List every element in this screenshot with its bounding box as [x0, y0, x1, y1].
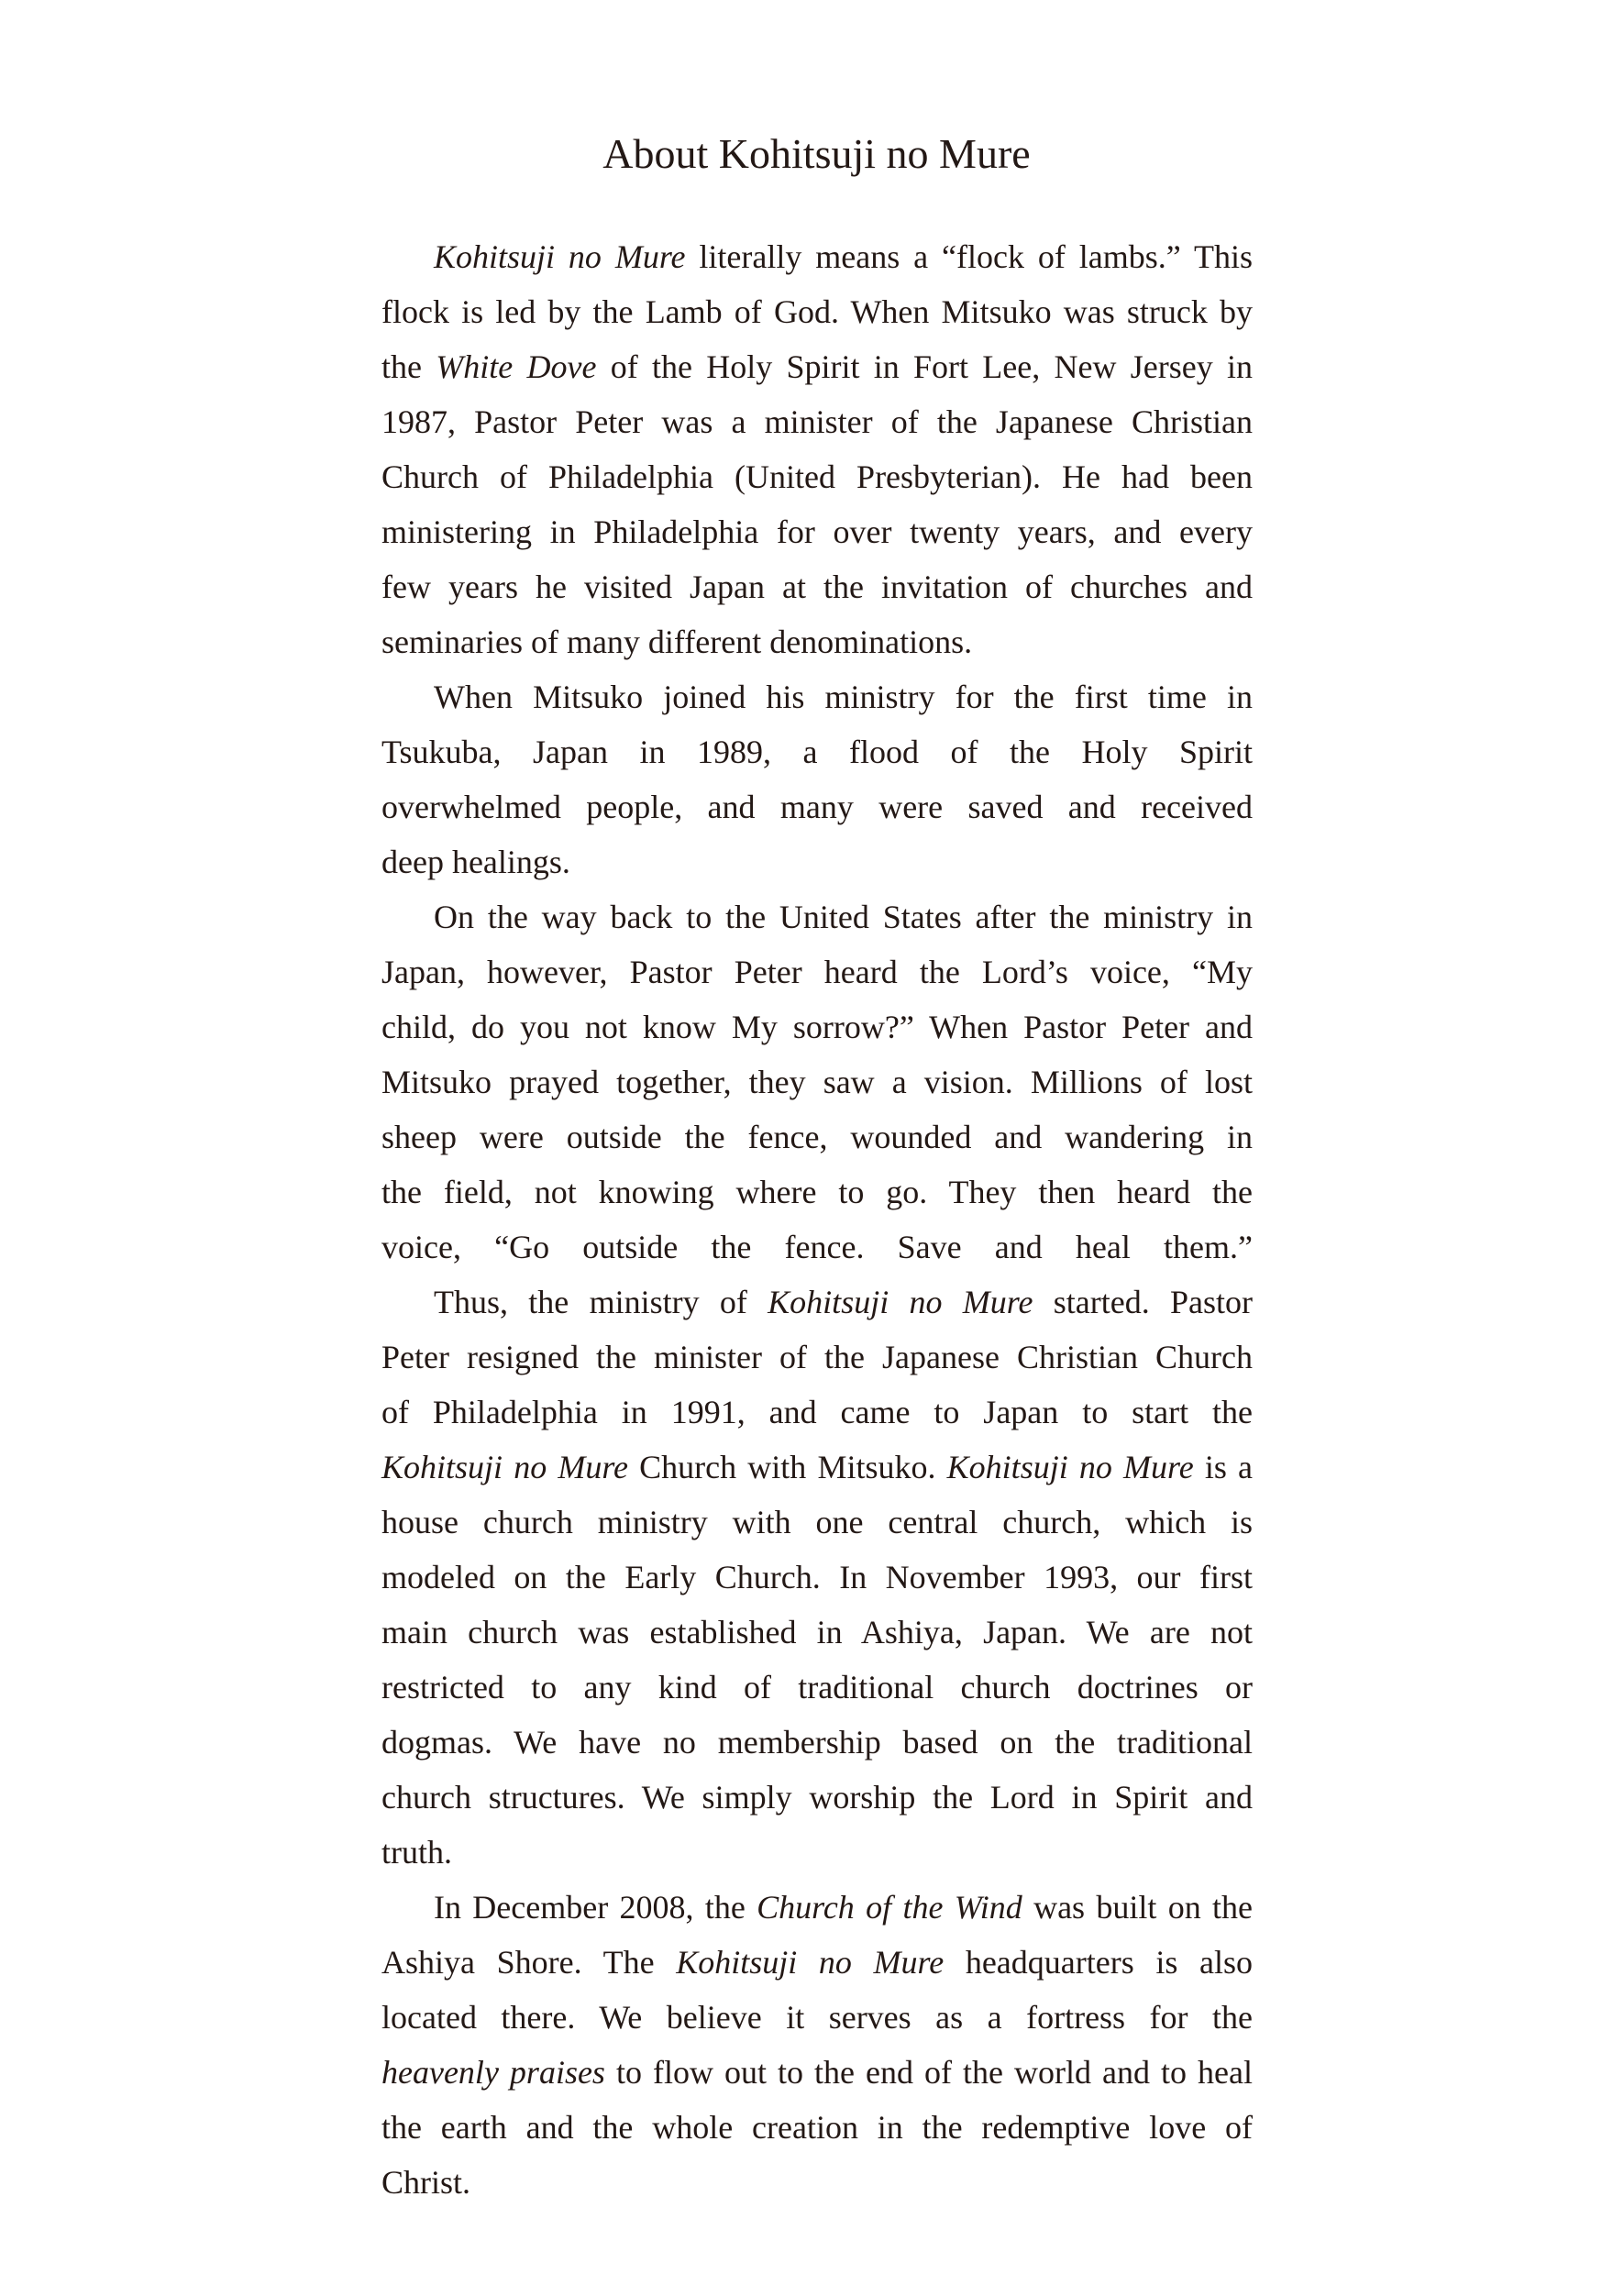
text-line	[381, 889, 1253, 944]
text-run: headquarters is also	[944, 1944, 1253, 1981]
text-run: sheep were outside the fence, wounded and wandering in	[381, 1119, 1253, 1155]
text-line	[381, 394, 1253, 449]
text-run: On the way back to the United States after the ministry in	[434, 899, 1253, 935]
text-run: modeled on the Early Church. In November 1993, our first	[381, 1559, 1253, 1595]
text-line	[381, 944, 1253, 999]
text-run: seminaries of many different denominations.	[381, 624, 973, 660]
italic-text: Kohitsuji no Mure	[434, 238, 686, 275]
text-run: Tsukuba, Japan in 1989, a flood of the Holy Spirit	[381, 734, 1253, 770]
text-line	[381, 229, 1253, 284]
text-run: Mitsuko prayed together, they saw a vision. Millions of lost	[381, 1064, 1253, 1100]
text-line	[381, 1550, 1253, 1605]
text-line	[381, 724, 1253, 779]
text-line	[381, 1770, 1253, 1825]
text-run: truth.	[381, 1834, 452, 1871]
text-line	[381, 1220, 1253, 1275]
italic-text: White Dove	[436, 348, 597, 385]
text-run: dogmas. We have no membership based on the traditional	[381, 1724, 1253, 1761]
text-line	[381, 1605, 1253, 1660]
text-line	[381, 504, 1253, 559]
text-run: Church with Mitsuko.	[628, 1449, 947, 1485]
text-run: the	[381, 348, 436, 385]
text-run: the field, not knowing where to go. They then heard the	[381, 1174, 1253, 1210]
text-line	[381, 559, 1253, 614]
text-run: Church of Philadelphia (United Presbyterian). He had been	[381, 458, 1253, 495]
text-line	[381, 449, 1253, 504]
paragraph	[381, 1880, 1253, 2210]
text-line	[381, 339, 1253, 394]
text-line	[381, 1330, 1253, 1385]
italic-text: Kohitsuji no Mure	[381, 1449, 628, 1485]
text-line	[381, 1109, 1253, 1165]
italic-text: Kohitsuji no Mure	[676, 1944, 945, 1981]
text-run: is a	[1193, 1449, 1253, 1485]
text-run: Ashiya Shore. The	[381, 1944, 677, 1981]
paragraph	[381, 229, 1253, 669]
paragraph	[381, 889, 1253, 1275]
text-run: voice, “Go outside the fence. Save and heal them.”	[381, 1229, 1253, 1265]
italic-text: Kohitsuji no Mure	[768, 1284, 1033, 1320]
text-run: Thus, the ministry of	[434, 1284, 768, 1320]
text-line	[381, 1495, 1253, 1550]
text-line	[381, 999, 1253, 1054]
text-run: Japan, however, Pastor Peter heard the Lord’s voice, “My	[381, 954, 1253, 990]
text-line	[381, 1825, 1253, 1880]
paragraph	[381, 1275, 1253, 1880]
text-run: overwhelmed people, and many were saved and received	[381, 789, 1253, 825]
text-line	[381, 1440, 1253, 1495]
italic-text: Church of the Wind	[757, 1889, 1022, 1926]
text-run: restricted to any kind of traditional church doctrines or	[381, 1669, 1253, 1706]
text-run: started. Pastor	[1033, 1284, 1253, 1320]
text-run: of Philadelphia in 1991, and came to Japan to start the	[381, 1394, 1253, 1430]
text-line	[381, 779, 1253, 834]
italic-text: heavenly praises	[381, 2054, 605, 2091]
text-line	[381, 834, 1253, 889]
text-line	[381, 1385, 1253, 1440]
text-line	[381, 1880, 1253, 1935]
text-line	[381, 2155, 1253, 2210]
paragraph	[381, 669, 1253, 889]
text-run: flock is led by the Lamb of God. When Mitsuko was struck by	[381, 293, 1253, 330]
text-run: to flow out to the end of the world and to heal	[604, 2054, 1253, 2091]
text-line	[381, 669, 1253, 724]
text-line	[381, 2100, 1253, 2155]
page-title: About Kohitsuji no Mure	[602, 130, 1031, 177]
text-line	[381, 284, 1253, 339]
text-line	[381, 1054, 1253, 1109]
text-run: In December 2008, the	[434, 1889, 757, 1926]
text-line	[381, 1275, 1253, 1330]
text-run: literally means a “flock of lambs.” This	[685, 238, 1253, 275]
body-text	[381, 229, 1253, 2210]
text-run: ministering in Philadelphia for over twenty years, and every	[381, 513, 1253, 550]
text-run: church structures. We simply worship the Lord in Spirit and	[381, 1779, 1253, 1816]
text-run: Christ.	[381, 2164, 471, 2201]
text-line	[381, 2045, 1253, 2100]
text-run: When Mitsuko joined his ministry for the first time in	[434, 679, 1253, 715]
text-line	[381, 1660, 1253, 1715]
text-line	[381, 1715, 1253, 1770]
text-run: was built on the	[1022, 1889, 1253, 1926]
italic-text: Kohitsuji no Mure	[946, 1449, 1194, 1485]
text-run: Peter resigned the minister of the Japanese Christian Church	[381, 1339, 1253, 1375]
text-run: house church ministry with one central church, which is	[381, 1504, 1253, 1540]
text-run: the earth and the whole creation in the redemptive love of	[381, 2109, 1253, 2146]
text-run: main church was established in Ashiya, Japan. We are not	[381, 1614, 1253, 1650]
text-line	[381, 614, 1253, 669]
text-run: few years he visited Japan at the invitation of churches and	[381, 568, 1253, 605]
text-run: located there. We believe it serves as a fortress for the	[381, 1999, 1253, 2036]
text-run: deep healings.	[381, 844, 570, 880]
text-line	[381, 1935, 1253, 1990]
text-line	[381, 1165, 1253, 1220]
text-run: child, do you not know My sorrow?” When Pastor Peter and	[381, 1009, 1253, 1045]
text-run: of the Holy Spirit in Fort Lee, New Jersey in	[596, 348, 1253, 385]
text-run: 1987, Pastor Peter was a minister of the Japanese Christian	[381, 403, 1253, 440]
text-line	[381, 1990, 1253, 2045]
